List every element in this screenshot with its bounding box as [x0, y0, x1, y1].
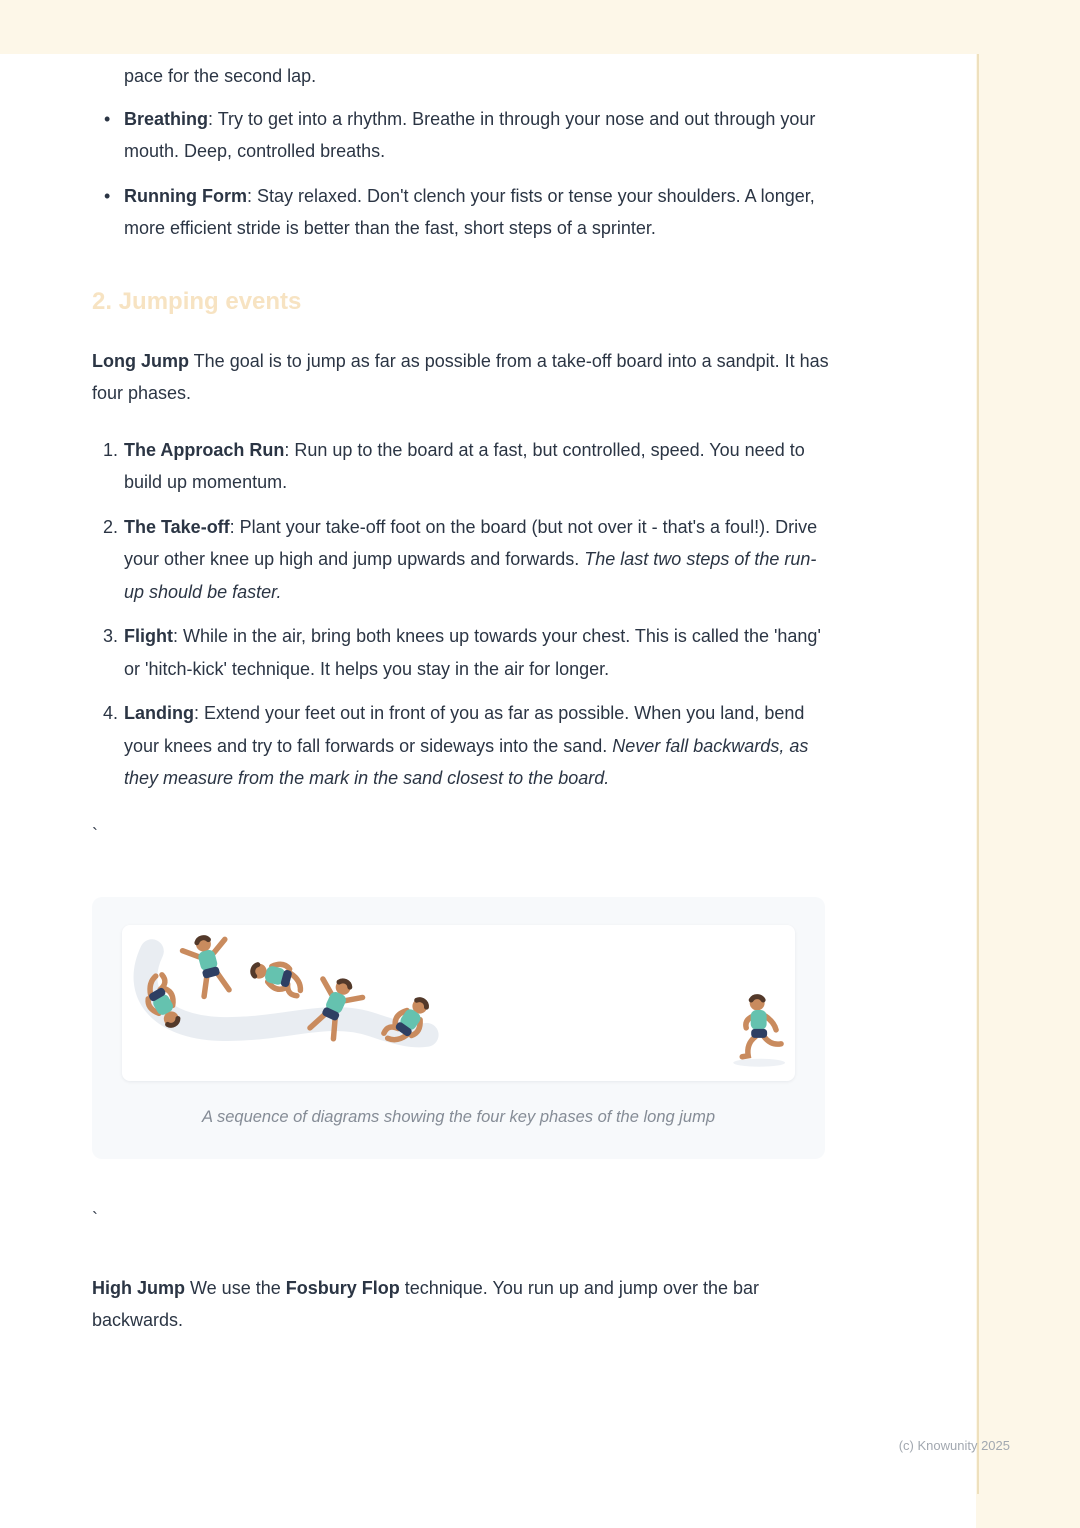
paragraph-high-jump: High Jump We use the Fosbury Flop technique. You run up and jump over the bar backwards. [92, 1277, 759, 1330]
footer-credit: (c) Knowunity 2025 [898, 1438, 1010, 1453]
stray-backtick: ` [92, 1209, 98, 1229]
mid-flip-figure-icon [248, 957, 305, 996]
list-item-text: Landing: Extend your feet out in front of you as far as possible. When you land, bend your knees and try to fall forwards or sideways into the sand. Never fall backwards, as they measure from the mark in the sand closest to the board. [124, 703, 809, 788]
list-item-text: Flight: While in the air, bring both knees up towards your chest. This is called the 'hang' or 'hitch-kick' technique. It helps you stay in the air for longer. [124, 626, 821, 679]
runner-figure-icon [742, 996, 781, 1057]
list-number: 4. [103, 703, 119, 723]
long-jump-illustration [122, 925, 795, 1081]
figure-card [92, 897, 825, 1159]
list-item-text: The Take-off: Plant your take-off foot on the board (but not over it - that's a foul!). Drive your other knee up high and jump upwards and forwards. The last two steps of the run-up should be faster. [124, 516, 818, 602]
stray-backtick: ` [92, 824, 98, 845]
list-item-approach-run [92, 434, 830, 499]
figure-caption: A sequence of diagrams showing the four key phases of the long jump [201, 1108, 716, 1126]
list-item-take-off [92, 511, 830, 609]
page-edge-line [977, 54, 979, 1494]
flight-spread-figure-icon [180, 931, 237, 999]
bullet-list [92, 103, 830, 245]
document-content [92, 60, 830, 1337]
list-item-flight [92, 620, 830, 685]
continuation-line: pace for the second lap. [124, 66, 317, 86]
list-item-text: The Approach Run: Run up to the board at a fast, but controlled, speed. You need to build up momentum. [124, 439, 805, 492]
numbered-list-long-jump-phases [92, 434, 830, 795]
paragraph-long-jump-intro: Long Jump The goal is to jump as far as possible from a take-off board into a sandpit. It has four phases. [92, 350, 829, 403]
runner-shadow [733, 1059, 785, 1067]
list-number: 2. [103, 516, 119, 537]
list-number: 1. [103, 439, 119, 460]
bullet-item-running-form: • Running Form: Stay relaxed. Don't clench your fists or tense your shoulders. A longer, more efficient stride is better than the fast, short steps of a sprinter. [92, 180, 830, 245]
section-heading-jumping-events: 2. Jumping events [92, 287, 302, 315]
bullet-item-breathing: • Breathing: Try to get into a rhythm. Breathe in through your nose and out through your mouth. Deep, controlled breaths. [92, 103, 830, 168]
list-number: 3. [103, 626, 119, 646]
list-item-landing [92, 697, 830, 795]
